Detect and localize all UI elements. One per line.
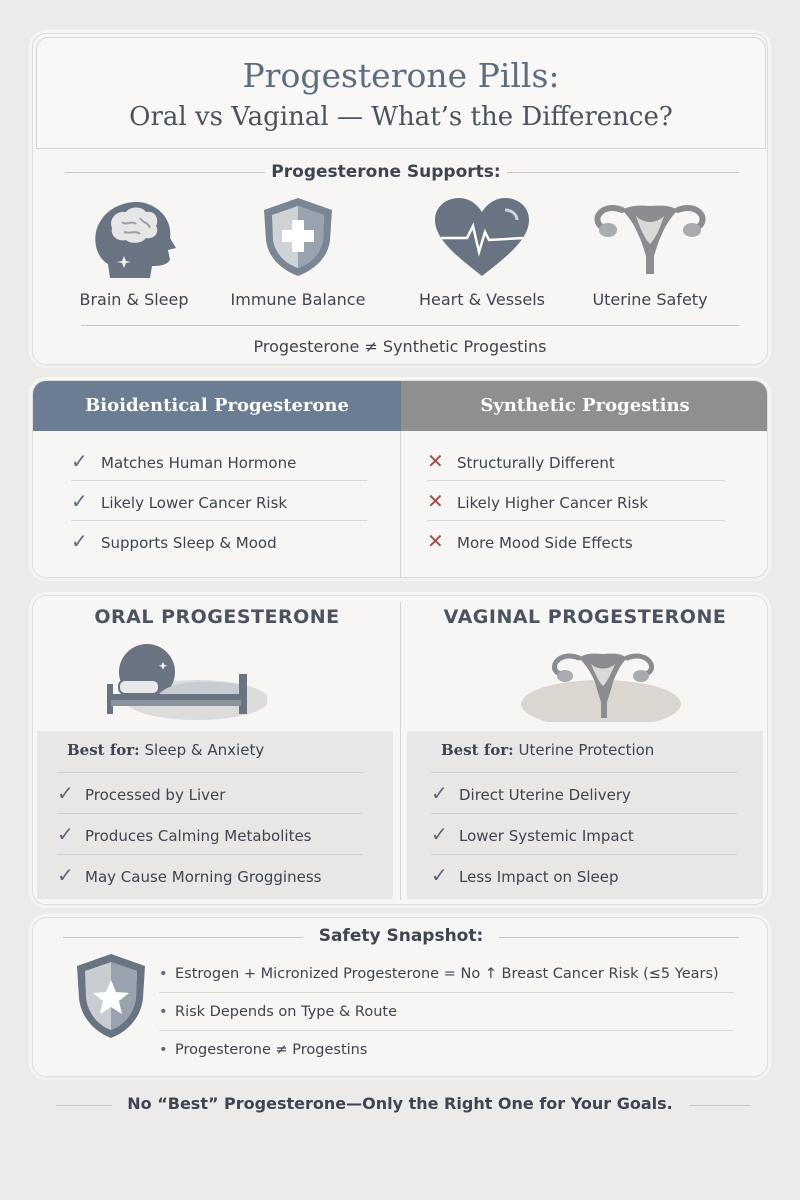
bioidentical-item: ✓ Likely Lower Cancer Risk (71, 481, 367, 521)
supports-card (32, 33, 768, 365)
bioidentical-item: ✓ Supports Sleep & Mood (71, 521, 367, 561)
oral-item: ✓ May Cause Morning Grogginess (57, 854, 363, 895)
cross-icon: ✕ (427, 529, 444, 553)
route-card (32, 595, 768, 905)
cross-icon: ✕ (427, 449, 444, 473)
check-icon: ✓ (71, 489, 88, 513)
shield-star-icon (71, 950, 151, 1042)
comparison-card (32, 380, 768, 578)
synthetic-item: ✕ More Mood Side Effects (427, 521, 725, 561)
synthetic-header: Synthetic Progestins (401, 381, 768, 431)
column-divider (400, 602, 401, 900)
check-icon: ✓ (57, 863, 74, 887)
bullet-icon: • (159, 966, 168, 982)
progestin-note: Progesterone ≠ Synthetic Progestins (253, 337, 547, 356)
check-icon: ✓ (71, 529, 88, 553)
divider-line (63, 937, 303, 938)
divider-line (499, 937, 739, 938)
support-label: Uterine Safety (592, 290, 708, 309)
page-title: Progesterone Pills: (242, 56, 560, 95)
oral-panel (37, 731, 393, 899)
oral-best-for: Best for: Sleep & Anxiety (67, 741, 265, 759)
moon-bed-icon (97, 640, 267, 720)
synthetic-item: ✕ Structurally Different (427, 441, 725, 481)
bioidentical-header: Bioidentical Progesterone (33, 381, 401, 431)
vaginal-panel (407, 731, 763, 899)
heart-pulse-icon (429, 194, 535, 280)
page-subtitle: Oral vs Vaginal — What’s the Difference? (129, 102, 673, 132)
check-icon: ✓ (57, 822, 74, 846)
support-item-brain (49, 194, 219, 309)
divider-line (65, 172, 265, 173)
check-icon: ✓ (431, 863, 448, 887)
oral-title: ORAL PROGESTERONE (94, 606, 340, 628)
support-label: Heart & Vessels (418, 290, 546, 309)
vaginal-item: ✓ Lower Systemic Impact (431, 813, 737, 854)
safety-card (32, 917, 768, 1077)
safety-item: • Risk Depends on Type & Route (159, 993, 734, 1031)
vaginal-item: ✓ Direct Uterine Delivery (431, 772, 737, 813)
support-label: Immune Balance (230, 290, 366, 309)
shield-cross-icon (258, 194, 338, 280)
uterus-icon (592, 194, 708, 280)
support-label: Brain & Sleep (79, 290, 189, 309)
title-box (36, 37, 766, 149)
synthetic-item: ✕ Likely Higher Cancer Risk (427, 481, 725, 521)
check-icon: ✓ (431, 781, 448, 805)
column-divider (400, 431, 401, 578)
brain-head-icon (88, 194, 180, 280)
check-icon: ✓ (431, 822, 448, 846)
supports-title: Progesterone Supports: (271, 162, 501, 182)
safety-item: • Estrogen + Micronized Progesterone = No ↑ Breast Cancer Risk (≤5 Years) (159, 955, 734, 993)
vaginal-item: ✓ Less Impact on Sleep (431, 854, 737, 895)
check-icon: ✓ (71, 449, 88, 473)
support-item-immune (213, 194, 383, 309)
bullet-icon: • (159, 1004, 168, 1020)
safety-item: • Progesterone ≠ Progestins (159, 1031, 734, 1069)
uterus-illustration-icon (521, 640, 691, 722)
divider-line (81, 325, 739, 326)
support-item-uterus (565, 194, 735, 309)
divider-line (507, 172, 739, 173)
support-item-heart (397, 194, 567, 309)
vaginal-title: VAGINAL PROGESTERONE (443, 606, 727, 628)
bullet-icon: • (159, 1042, 168, 1058)
oral-item: ✓ Produces Calming Metabolites (57, 813, 363, 854)
check-icon: ✓ (57, 781, 74, 805)
oral-item: ✓ Processed by Liver (57, 772, 363, 813)
safety-title: Safety Snapshot: (318, 926, 484, 946)
footer-message: No “Best” Progesterone—Only the Right One for Your Goals. (127, 1094, 673, 1113)
cross-icon: ✕ (427, 489, 444, 513)
bioidentical-item: ✓ Matches Human Hormone (71, 441, 367, 481)
vaginal-best-for: Best for: Uterine Protection (441, 741, 655, 759)
